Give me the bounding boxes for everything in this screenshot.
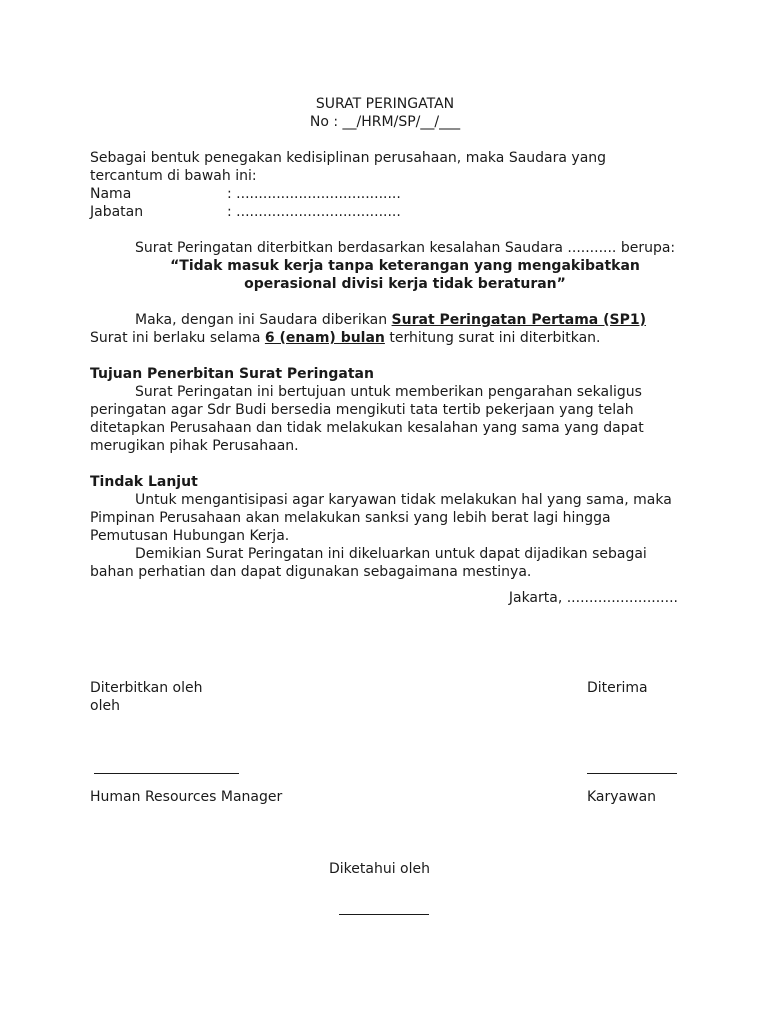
receiver-signature-line — [587, 772, 677, 774]
sanction-type: Surat Peringatan Pertama (SP1) — [391, 312, 646, 328]
letter-number: No : __/HRM/SP/__/___ — [309, 114, 461, 130]
field-value: : ..................................... — [227, 186, 401, 202]
validity-tail: terhitung surat ini diterbitkan. — [384, 330, 601, 346]
issuer-signature-line — [94, 772, 239, 774]
acknowledged-signature-line — [339, 913, 429, 915]
sanction-lead: Maka, dengan ini Saudara diberikan — [135, 312, 392, 328]
validity-duration: 6 (enam) bulan — [264, 330, 385, 346]
followup-paragraph-1: Untuk mengantisipasi agar karyawan tidak melakukan hal yang sama, maka Pimpinan Perusahaan akan melakukan sanksi yang lebih berat lagi hingga Pemutusan Hubungan Kerja. — [90, 492, 672, 544]
violation-paragraph: Surat Peringatan diterbitkan berdasarkan kesalahan Saudara ........... berupa: — [135, 240, 676, 256]
violation-quote: “Tidak masuk kerja tanpa keterangan yang mengakibatkan operasional divisi kerja tidak beraturan” — [170, 258, 640, 292]
issuer-title: Human Resources Manager — [90, 789, 283, 805]
field-value: : ..................................... — [227, 204, 401, 220]
letter-title: SURAT PERINGATAN — [315, 96, 455, 112]
validity-paragraph — [90, 329, 680, 347]
field-row-nama — [90, 185, 680, 203]
acknowledged-label: Diketahui oleh — [329, 861, 430, 877]
sanction-paragraph — [90, 311, 680, 329]
followup-paragraph-2: Demikian Surat Peringatan ini dikeluarkan untuk dapat dijadikan sebagai bahan perhatian dan dapat digunakan sebagaimana mestinya. — [90, 546, 647, 580]
intro-paragraph: Sebagai bentuk penegakan kedisiplinan perusahaan, maka Saudara yang tercantum di bawah ini: — [90, 150, 607, 184]
receiver-title: Karyawan — [587, 789, 657, 805]
field-label: Nama — [90, 186, 132, 202]
field-row-jabatan — [90, 203, 680, 221]
issued-by-label: Diterbitkan oleh — [90, 680, 203, 696]
received-by-label-cont: oleh — [90, 698, 120, 714]
validity-lead: Surat ini berlaku selama — [90, 330, 265, 346]
purpose-paragraph: Surat Peringatan ini bertujuan untuk memberikan pengarahan sekaligus peringatan agar Sdr Budi bersedia mengikuti tata tertib pekerjaan yang telah ditetapkan Perusahaan dan tidak melakukan kesalahan yang sama yang dapat merugikan pihak Perusahaan. — [90, 384, 644, 454]
purpose-heading: Tujuan Penerbitan Surat Peringatan — [90, 366, 374, 382]
letter-body — [90, 95, 680, 607]
field-label: Jabatan — [90, 204, 144, 220]
place-date: Jakarta, ......................... — [508, 590, 678, 606]
followup-heading: Tindak Lanjut — [90, 474, 198, 490]
received-by-label: Diterima — [587, 680, 648, 696]
